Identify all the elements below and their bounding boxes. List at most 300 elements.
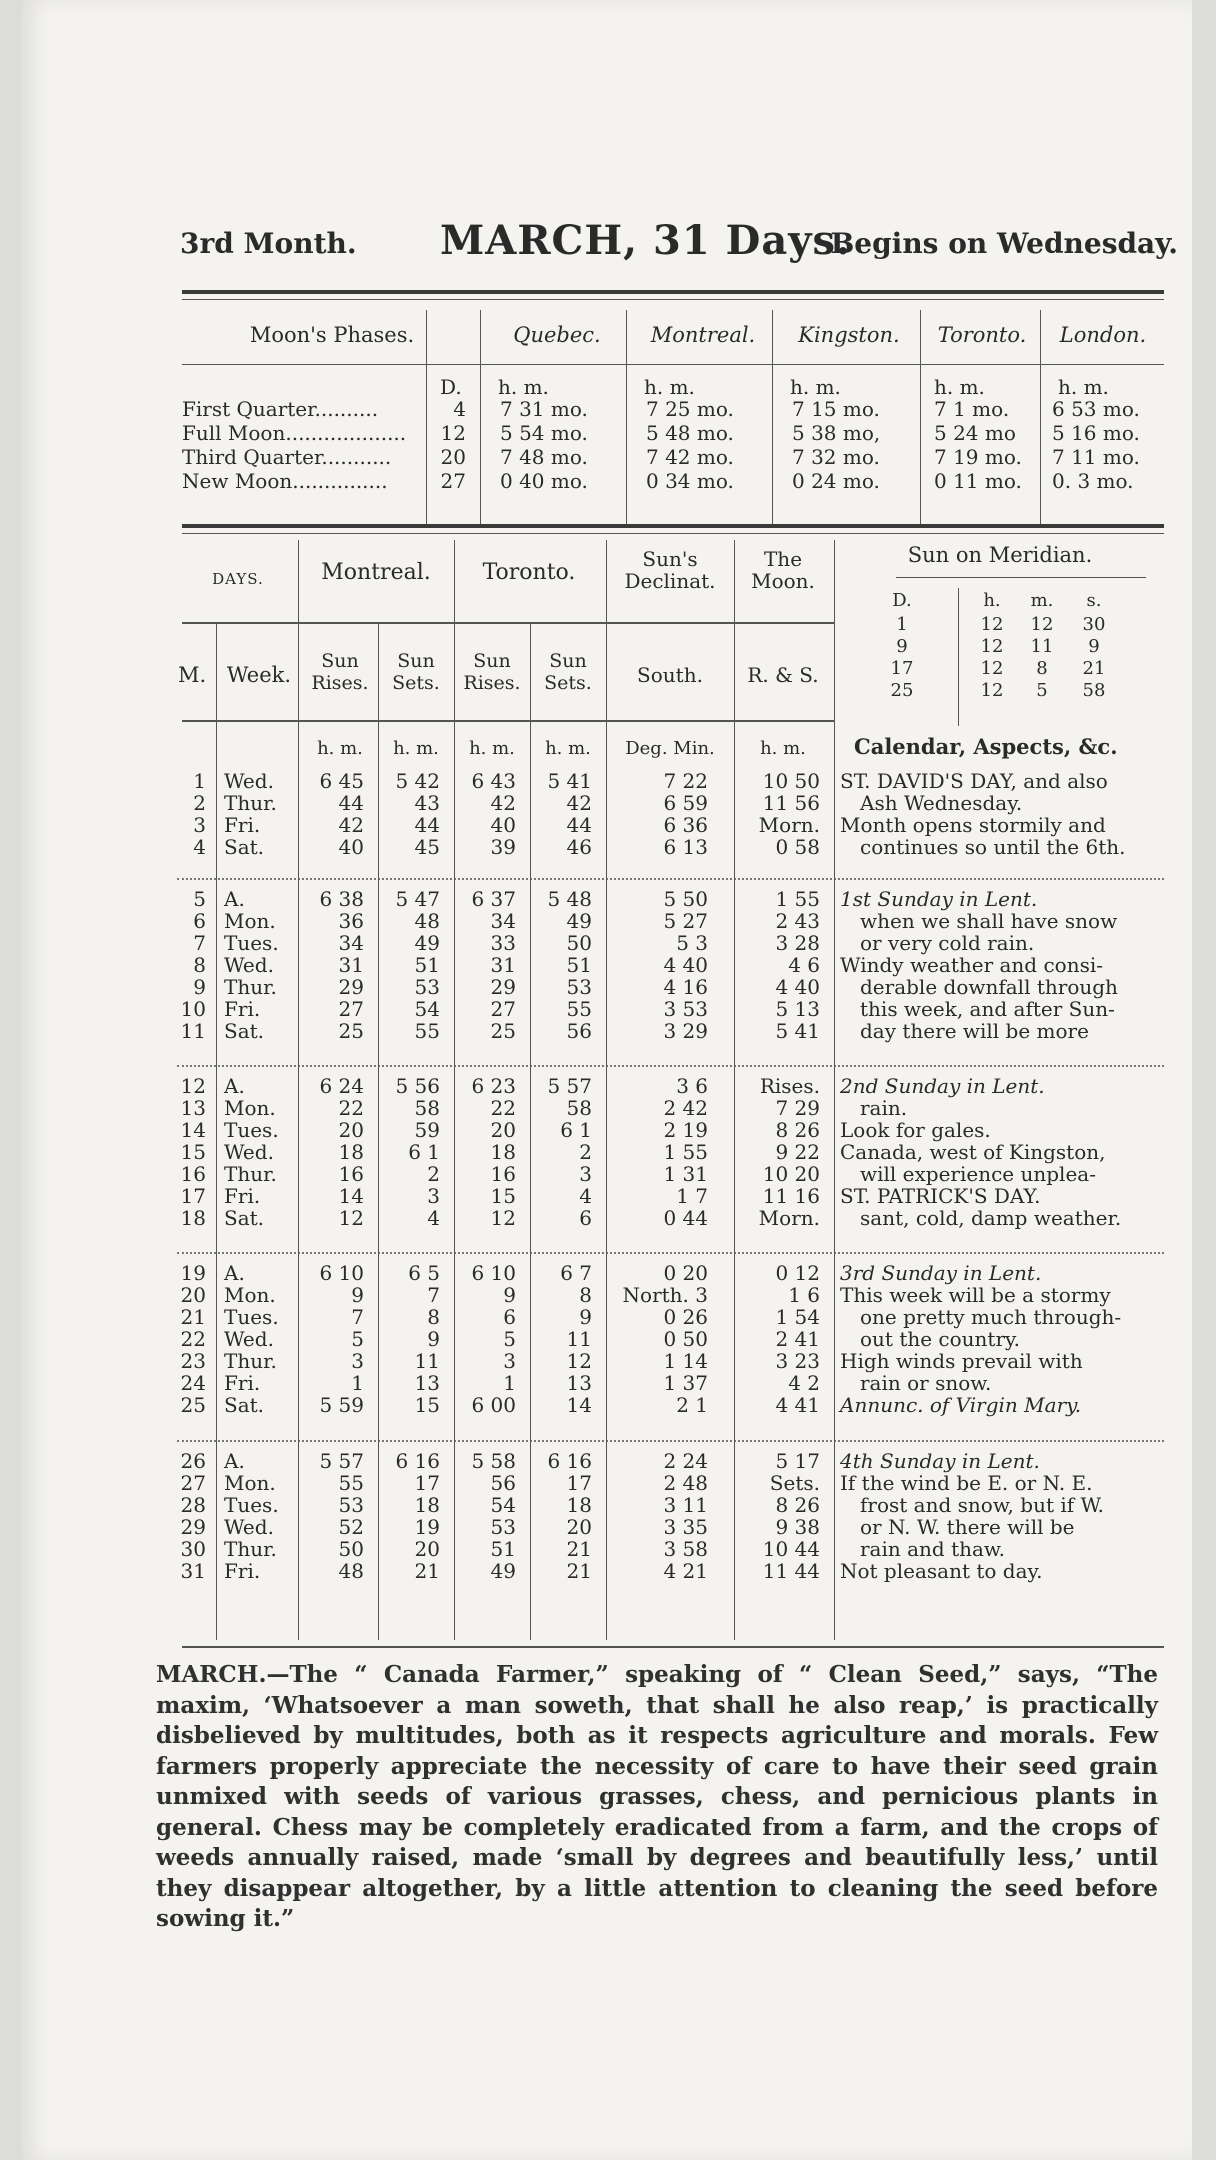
montreal-set: 43	[414, 791, 440, 815]
declination: 3 53	[663, 997, 708, 1021]
montreal-set: 54	[414, 997, 440, 1021]
weekday: Thur.	[224, 1162, 277, 1186]
toronto-set: 44	[566, 813, 592, 837]
toronto-rise: 12	[490, 1206, 516, 1230]
moon-rs: 10 44	[762, 1537, 820, 1561]
montreal-set: 45	[414, 835, 440, 859]
col-south: South.	[637, 663, 703, 687]
montreal-rise: 42	[338, 813, 364, 837]
calendar-note: out the country.	[860, 1327, 1021, 1351]
montreal-set: 18	[414, 1493, 440, 1517]
meridian-cell: 30	[1082, 614, 1106, 635]
phase-toronto: 5 24 mo	[934, 421, 1016, 445]
calendar-note: High winds prevail with	[840, 1349, 1083, 1373]
moon-rs: 1 6	[788, 1283, 820, 1307]
moon-rs: 4 40	[775, 975, 820, 999]
city-toronto: Toronto.	[937, 323, 1027, 347]
montreal-set: 6 16	[395, 1449, 440, 1473]
day-number: 26	[180, 1449, 206, 1473]
toronto-set: 6	[579, 1206, 592, 1230]
toronto-set: 58	[566, 1096, 592, 1120]
phase-london: 0. 3 mo.	[1052, 469, 1134, 493]
meridian-cell: 12	[980, 614, 1004, 635]
moon-rs: Rises.	[759, 1074, 820, 1098]
montreal-set: 9	[427, 1327, 440, 1351]
declination: 1 31	[663, 1162, 708, 1186]
moon-rs: 5 41	[775, 1019, 820, 1043]
city-montreal: Montreal.	[650, 323, 756, 347]
moon-rs: 11 16	[762, 1184, 820, 1208]
declination: 4 16	[663, 975, 708, 999]
montreal-set: 55	[414, 1019, 440, 1043]
moon-rs: 2 43	[775, 909, 820, 933]
units-london: h. m.	[1058, 375, 1109, 399]
moon-rs: 9 22	[775, 1140, 820, 1164]
calendar-note: 1st Sunday in Lent.	[840, 887, 1038, 911]
calendar-note: this week, and after Sun-	[860, 997, 1115, 1021]
phase-kingston: 7 32 mo.	[792, 445, 880, 469]
toronto-set: 42	[566, 791, 592, 815]
toronto-set: 6 16	[547, 1449, 592, 1473]
phases-sub-rule	[182, 364, 1164, 365]
toronto-rise: 31	[490, 953, 516, 977]
col-m: M.	[178, 663, 207, 687]
toronto-rise: 29	[490, 975, 516, 999]
day-number: 31	[180, 1559, 206, 1583]
montreal-set: 11	[414, 1349, 440, 1373]
phase-quebec: 5 54 mo.	[500, 421, 588, 445]
montreal-rise: 52	[338, 1515, 364, 1539]
declination: 3 35	[663, 1515, 708, 1539]
weekday: Tues.	[224, 1493, 279, 1517]
meridian-col: s.	[1086, 590, 1102, 611]
calendar-note: rain.	[860, 1096, 908, 1120]
phase-montreal: 5 48 mo.	[646, 421, 734, 445]
toronto-rise: 53	[490, 1515, 516, 1539]
weekday: A.	[224, 1449, 245, 1473]
montreal-rise: 6 38	[319, 887, 364, 911]
calendar-note: Not pleasant to day.	[840, 1559, 1043, 1583]
montreal-rise: 1	[351, 1371, 364, 1395]
weekday: A.	[224, 887, 245, 911]
phase-day: 12	[440, 421, 466, 445]
toronto-set: 55	[566, 997, 592, 1021]
meridian-col: m.	[1030, 590, 1054, 611]
toronto-set: 8	[579, 1283, 592, 1307]
day-number: 11	[180, 1019, 206, 1043]
calendar-note: sant, cold, damp weather.	[860, 1206, 1122, 1230]
meridian-cell: 17	[890, 658, 914, 679]
toronto-set: 9	[579, 1305, 592, 1329]
toronto-rise: 6 43	[471, 769, 516, 793]
phase-day: 27	[440, 469, 466, 493]
vline	[298, 540, 299, 1640]
calendar-note: Windy weather and consi-	[840, 953, 1103, 977]
moon-heading: The Moon.	[751, 547, 815, 593]
weekday: Thur.	[224, 975, 277, 999]
phase-quebec: 7 48 mo.	[500, 445, 588, 469]
weekday: Wed.	[224, 1515, 274, 1539]
meridian-cell: 12	[1030, 614, 1054, 635]
phase-day: 4	[453, 397, 466, 421]
declination: 3 29	[663, 1019, 708, 1043]
toronto-rise: 20	[490, 1118, 516, 1142]
meridian-col: h.	[983, 590, 1001, 611]
toronto-set: 13	[566, 1371, 592, 1395]
declination: 6 59	[663, 791, 708, 815]
declination: 0 50	[663, 1327, 708, 1351]
weekday: Fri.	[224, 813, 261, 837]
calendar-note: continues so until the 6th.	[860, 835, 1126, 859]
moon-rs: 2 41	[775, 1327, 820, 1351]
week-separator	[177, 1252, 1164, 1254]
weekday: Sat.	[224, 1393, 265, 1417]
phase-toronto: 7 19 mo.	[934, 445, 1022, 469]
vline	[454, 540, 455, 1640]
montreal-set: 6 1	[408, 1140, 440, 1164]
col-mtl-rise: Sun Rises.	[311, 650, 369, 694]
day-number: 19	[180, 1261, 206, 1285]
moon-rs: 10 50	[762, 769, 820, 793]
toronto-rise: 22	[490, 1096, 516, 1120]
montreal-rise: 27	[338, 997, 364, 1021]
weekday: Mon.	[224, 1283, 276, 1307]
col-rs: R. & S.	[747, 663, 819, 687]
meridian-cell: 5	[1036, 680, 1048, 701]
moon-rs: 10 20	[762, 1162, 820, 1186]
moon-rs: 8 26	[775, 1493, 820, 1517]
declination-heading: Sun's Declinat.	[624, 547, 716, 593]
moon-rs: 11 56	[762, 791, 820, 815]
montreal-set: 48	[414, 909, 440, 933]
toronto-rise: 25	[490, 1019, 516, 1043]
toronto-set: 5 57	[547, 1074, 592, 1098]
units-toronto: h. m.	[934, 375, 985, 399]
day-number: 1	[193, 769, 206, 793]
weekday: Mon.	[224, 1471, 276, 1495]
weekday: Fri.	[224, 1184, 261, 1208]
declination: 7 22	[663, 769, 708, 793]
montreal-set: 15	[414, 1393, 440, 1417]
toronto-set: 6 1	[560, 1118, 592, 1142]
weekday: Sat.	[224, 1019, 265, 1043]
montreal-set: 17	[414, 1471, 440, 1495]
declination: 6 13	[663, 835, 708, 859]
montreal-set: 5 47	[395, 887, 440, 911]
units-montreal: h. m.	[644, 375, 695, 399]
calendar-note: rain or snow.	[860, 1371, 992, 1395]
calendar-note: Look for gales.	[840, 1118, 991, 1142]
day-number: 15	[180, 1140, 206, 1164]
day-number: 9	[193, 975, 206, 999]
montreal-set: 59	[414, 1118, 440, 1142]
toronto-set: 18	[566, 1493, 592, 1517]
page-title: MARCH, 31 Days.	[440, 217, 851, 264]
toronto-set: 5 41	[547, 769, 592, 793]
toronto-rise: 54	[490, 1493, 516, 1517]
declination: 2 48	[663, 1471, 708, 1495]
vline	[1040, 310, 1041, 524]
day-number: 6	[193, 909, 206, 933]
weekday: Thur.	[224, 1537, 277, 1561]
declination: North. 3	[622, 1283, 708, 1307]
toronto-set: 21	[566, 1559, 592, 1583]
mid-rule-thin	[182, 533, 1164, 534]
day-number: 29	[180, 1515, 206, 1539]
moon-rs: 4 41	[775, 1393, 820, 1417]
vline	[216, 622, 217, 1640]
toronto-set: 21	[566, 1537, 592, 1561]
day-number: 25	[180, 1393, 206, 1417]
toronto-set: 14	[566, 1393, 592, 1417]
moon-rs: 5 17	[775, 1449, 820, 1473]
weekday: Wed.	[224, 769, 274, 793]
declination: 2 42	[663, 1096, 708, 1120]
weekday: Mon.	[224, 1096, 276, 1120]
day-number: 3	[193, 813, 206, 837]
declination: 5 3	[676, 931, 708, 955]
moon-rs: 8 26	[775, 1118, 820, 1142]
montreal-set: 3	[427, 1184, 440, 1208]
weekday: Mon.	[224, 909, 276, 933]
meridian-cell: 11	[1030, 636, 1054, 657]
montreal-set: 13	[414, 1371, 440, 1395]
meridian-cell: 25	[890, 680, 914, 701]
moon-rs: 3 23	[775, 1349, 820, 1373]
toronto-rise: 6 23	[471, 1074, 516, 1098]
units-day: D.	[440, 375, 462, 399]
toronto-rise: 5 58	[471, 1449, 516, 1473]
phase-london: 7 11 mo.	[1052, 445, 1140, 469]
meridian-divider	[958, 588, 959, 726]
montreal-rise: 7	[351, 1305, 364, 1329]
declination: 0 26	[663, 1305, 708, 1329]
meridian-cell: 21	[1082, 658, 1106, 679]
weekday: Tues.	[224, 1305, 279, 1329]
header-rule-2	[182, 720, 834, 722]
montreal-rise: 53	[338, 1493, 364, 1517]
calendar-note: If the wind be E. or N. E.	[840, 1471, 1093, 1495]
phase-kingston: 0 24 mo.	[792, 469, 880, 493]
montreal-rise: 36	[338, 909, 364, 933]
declination: 2 24	[663, 1449, 708, 1473]
calendar-note: rain and thaw.	[860, 1537, 1006, 1561]
weekday: Thur.	[224, 1349, 277, 1373]
montreal-set: 8	[427, 1305, 440, 1329]
toronto-rise: 16	[490, 1162, 516, 1186]
calendar-note: derable downfall through	[860, 975, 1118, 999]
phase-kingston: 7 15 mo.	[792, 397, 880, 421]
vline	[378, 622, 379, 1640]
toronto-set: 20	[566, 1515, 592, 1539]
top-rule-thin	[182, 299, 1164, 300]
montreal-rise: 34	[338, 931, 364, 955]
toronto-rise: 18	[490, 1140, 516, 1164]
moon-rs: 3 28	[775, 931, 820, 955]
day-number: 21	[180, 1305, 206, 1329]
weekday: Tues.	[224, 1118, 279, 1142]
meridian-cell: 8	[1036, 658, 1048, 679]
calendar-note: day there will be more	[860, 1019, 1089, 1043]
calendar-note: Annunc. of Virgin Mary.	[840, 1393, 1082, 1417]
montreal-rise: 14	[338, 1184, 364, 1208]
begins-on: Begins on Wednesday.	[830, 227, 1178, 260]
week-separator	[177, 1065, 1164, 1067]
weekday: Wed.	[224, 1140, 274, 1164]
weekday: Fri.	[224, 997, 261, 1021]
phase-name: Full Moon...................	[182, 422, 407, 444]
declination: 2 1	[676, 1393, 708, 1417]
meridian-cell: 12	[980, 636, 1004, 657]
month-number: 3rd Month.	[180, 227, 357, 260]
montreal-set: 58	[414, 1096, 440, 1120]
montreal-set: 19	[414, 1515, 440, 1539]
declination: 2 19	[663, 1118, 708, 1142]
montreal-heading: Montreal.	[321, 560, 431, 585]
montreal-rise: 48	[338, 1559, 364, 1583]
montreal-rise: 50	[338, 1537, 364, 1561]
montreal-rise: 5 59	[319, 1393, 364, 1417]
day-number: 22	[180, 1327, 206, 1351]
vline	[426, 310, 427, 524]
vline	[834, 540, 835, 1640]
day-number: 28	[180, 1493, 206, 1517]
day-number: 2	[193, 791, 206, 815]
montreal-set: 20	[414, 1537, 440, 1561]
meridian-cell: 9	[1088, 636, 1100, 657]
calendar-note: 3rd Sunday in Lent.	[840, 1261, 1042, 1285]
meridian-cell: 9	[896, 636, 908, 657]
hm-3: h. m.	[469, 738, 515, 759]
week-separator	[177, 878, 1164, 880]
vline	[772, 310, 773, 524]
meridian-cell: 12	[980, 680, 1004, 701]
weekday: A.	[224, 1074, 245, 1098]
toronto-rise: 40	[490, 813, 516, 837]
page-header	[160, 215, 1178, 265]
day-number: 5	[193, 887, 206, 911]
montreal-rise: 3	[351, 1349, 364, 1373]
march-note-paragraph: MARCH.—The “ Canada Farmer,” speaking of “ Clean Seed,” says, “The maxim, ‘Whatsoever a man soweth, that shall he also reap,’ is practically disbelieved by multitudes, both as it respects agriculture and morals. Few farmers properly appreciate the necessity of care to have their seed grain unmixed with seeds of various grasses, chess, and pernicious plants in general. Chess may be completely eradicated from a farm, and the crops of weeds annually raised, made ‘small by degrees and beautifully less,’ until they disappear altogether, by a little attention to cleaning the seed before sowing it.”	[156, 1661, 1158, 1932]
toronto-set: 50	[566, 931, 592, 955]
moon-rs: 9 38	[775, 1515, 820, 1539]
calendar-note: ST. PATRICK'S DAY.	[840, 1184, 1041, 1208]
hm-5: h. m.	[760, 738, 806, 759]
toronto-heading: Toronto.	[482, 560, 576, 585]
vline	[626, 310, 627, 524]
calendar-heading: Calendar, Aspects, &c.	[854, 734, 1118, 759]
montreal-rise: 5 57	[319, 1449, 364, 1473]
toronto-rise: 27	[490, 997, 516, 1021]
calendar-note: Canada, west of Kingston,	[840, 1140, 1106, 1164]
meridian-cell: 1	[896, 614, 908, 635]
toronto-rise: 6	[503, 1305, 516, 1329]
deg-min: Deg. Min.	[625, 738, 715, 759]
montreal-rise: 44	[338, 791, 364, 815]
units-quebec: h. m.	[498, 375, 549, 399]
declination: 3 11	[663, 1493, 708, 1517]
weekday: Thur.	[224, 791, 277, 815]
weekday: Tues.	[224, 931, 279, 955]
montreal-rise: 16	[338, 1162, 364, 1186]
phase-montreal: 7 25 mo.	[646, 397, 734, 421]
hm-2: h. m.	[393, 738, 439, 759]
calendar-note: 2nd Sunday in Lent.	[840, 1074, 1045, 1098]
phase-london: 6 53 mo.	[1052, 397, 1140, 421]
montreal-rise: 31	[338, 953, 364, 977]
day-number: 23	[180, 1349, 206, 1373]
calendar-note: 4th Sunday in Lent.	[840, 1449, 1040, 1473]
vline	[480, 310, 481, 524]
moon-rs: 1 55	[775, 887, 820, 911]
calendar-note: frost and snow, but if W.	[860, 1493, 1104, 1517]
calendar-note: Ash Wednesday.	[860, 791, 1023, 815]
weekday: A.	[224, 1261, 245, 1285]
toronto-set: 4	[579, 1184, 592, 1208]
weekday: Wed.	[224, 1327, 274, 1351]
phase-day: 20	[440, 445, 466, 469]
montreal-set: 2	[427, 1162, 440, 1186]
montreal-rise: 22	[338, 1096, 364, 1120]
day-number: 24	[180, 1371, 206, 1395]
days-heading: DAYS.	[212, 570, 264, 588]
moon-rs: 0 12	[775, 1261, 820, 1285]
day-number: 27	[180, 1471, 206, 1495]
montreal-rise: 55	[338, 1471, 364, 1495]
montreal-rise: 25	[338, 1019, 364, 1043]
toronto-set: 51	[566, 953, 592, 977]
moon-rs: Sets.	[769, 1471, 820, 1495]
declination: 5 27	[663, 909, 708, 933]
vline	[530, 622, 531, 1640]
phase-montreal: 0 34 mo.	[646, 469, 734, 493]
toronto-set: 2	[579, 1140, 592, 1164]
vline	[606, 540, 607, 1640]
toronto-rise: 6 10	[471, 1261, 516, 1285]
toronto-rise: 51	[490, 1537, 516, 1561]
header-rule-1	[182, 622, 834, 624]
declination: 1 7	[676, 1184, 708, 1208]
toronto-rise: 3	[503, 1349, 516, 1373]
top-rule	[182, 290, 1164, 294]
phase-toronto: 7 1 mo.	[934, 397, 1010, 421]
calendar-note: or very cold rain.	[860, 931, 1035, 955]
toronto-set: 56	[566, 1019, 592, 1043]
units-kingston: h. m.	[790, 375, 841, 399]
meridian-cell: 58	[1082, 680, 1106, 701]
toronto-rise: 39	[490, 835, 516, 859]
toronto-rise: 34	[490, 909, 516, 933]
moon-rs: Morn.	[758, 1206, 820, 1230]
day-number: 17	[180, 1184, 206, 1208]
toronto-set: 12	[566, 1349, 592, 1373]
col-tor-set: Sun Sets.	[544, 650, 592, 694]
declination: 4 21	[663, 1559, 708, 1583]
weekday: Sat.	[224, 1206, 265, 1230]
toronto-rise: 5	[503, 1327, 516, 1351]
declination: 1 37	[663, 1371, 708, 1395]
day-number: 7	[193, 931, 206, 955]
toronto-set: 17	[566, 1471, 592, 1495]
moon-rs: 4 6	[788, 953, 820, 977]
weekday: Fri.	[224, 1371, 261, 1395]
montreal-set: 53	[414, 975, 440, 999]
meridian-rule	[896, 577, 1146, 578]
montreal-rise: 6 10	[319, 1261, 364, 1285]
moon-rs: 5 13	[775, 997, 820, 1021]
toronto-set: 11	[566, 1327, 592, 1351]
weekday: Sat.	[224, 835, 265, 859]
